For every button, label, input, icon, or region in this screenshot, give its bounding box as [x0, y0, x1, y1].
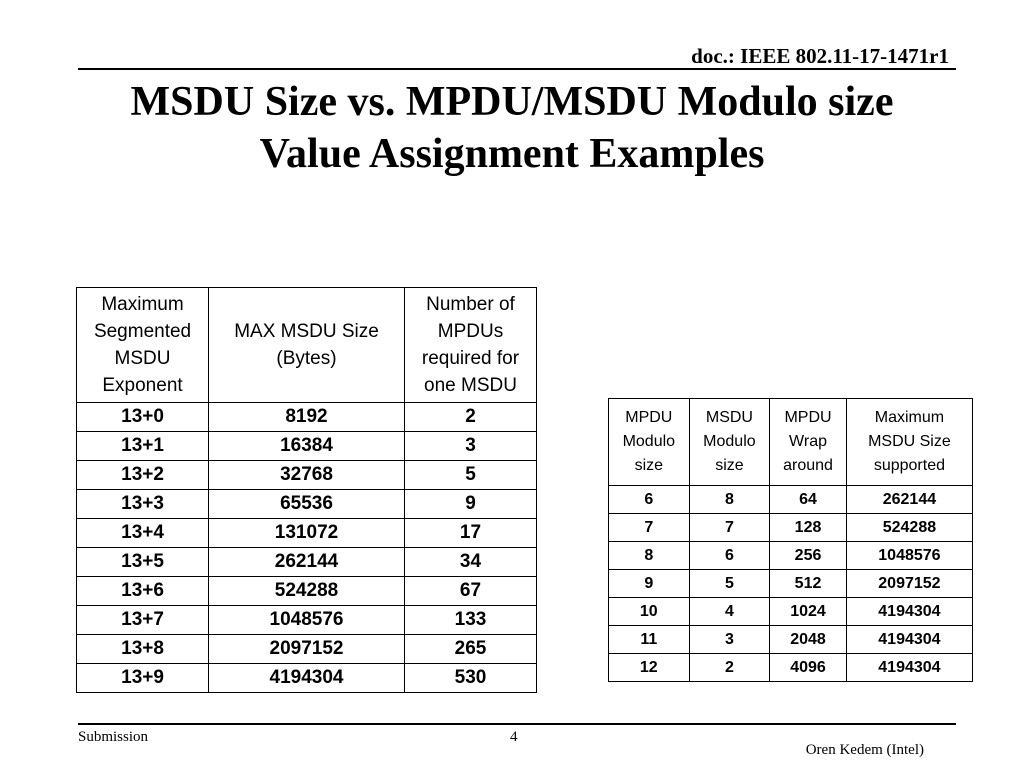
table-cell: 530	[404, 664, 536, 693]
footer-author: Oren Kedem (Intel)	[805, 742, 924, 758]
table-cell: 3	[689, 626, 770, 654]
exponent-table-header	[77, 288, 537, 403]
table-cell: 262144	[846, 486, 972, 514]
header-rule	[78, 68, 956, 70]
table-cell: 524288	[846, 514, 972, 542]
table-cell: 13+1	[77, 432, 209, 461]
table-cell: 1048576	[846, 542, 972, 570]
header-line: size	[715, 457, 744, 474]
column-header	[209, 288, 405, 403]
header-line: MSDU	[114, 348, 171, 369]
header-line: Maximum	[101, 294, 184, 315]
title-line-1: MSDU Size vs. MPDU/MSDU Modulo size	[130, 79, 894, 125]
header-line: Maximum	[874, 409, 945, 426]
column-header	[689, 399, 770, 486]
header-line: Wrap	[789, 433, 827, 450]
table-cell: 262144	[209, 548, 405, 577]
table-cell: 512	[770, 570, 847, 598]
table-cell: 12	[609, 654, 690, 682]
header-line: (Bytes)	[276, 348, 337, 369]
table-row	[609, 514, 973, 542]
column-header	[846, 399, 972, 486]
table-cell: 13+4	[77, 519, 209, 548]
table-cell: 2097152	[846, 570, 972, 598]
table-row	[609, 570, 973, 598]
column-header	[77, 288, 209, 403]
header-line: MPDU	[784, 409, 832, 426]
table-cell: 1048576	[209, 606, 405, 635]
table-cell: 5	[404, 461, 536, 490]
table-row	[77, 635, 537, 664]
column-header	[770, 399, 847, 486]
table-cell: 2	[689, 654, 770, 682]
header-line: Modulo	[703, 433, 756, 450]
table-cell: 9	[609, 570, 690, 598]
page-title	[60, 76, 964, 180]
table-cell: 32768	[209, 461, 405, 490]
header-line: around	[783, 457, 833, 474]
table-cell: 2097152	[209, 635, 405, 664]
table-row	[609, 486, 973, 514]
table-row	[77, 519, 537, 548]
table-row	[77, 490, 537, 519]
table-row	[77, 403, 537, 432]
modulo-table-body	[609, 486, 973, 682]
table-cell: 4194304	[846, 598, 972, 626]
table-cell: 128	[770, 514, 847, 542]
table-row	[77, 461, 537, 490]
table-cell: 3	[404, 432, 536, 461]
header-line: MPDUs	[437, 321, 504, 342]
table-row	[77, 664, 537, 693]
header-line: MAX MSDU Size	[234, 321, 379, 342]
table-cell: 8	[609, 542, 690, 570]
table-cell: 265	[404, 635, 536, 664]
table-cell: 10	[609, 598, 690, 626]
table-cell: 17	[404, 519, 536, 548]
footer-submission: Submission	[78, 729, 149, 745]
header-line: Segmented	[93, 321, 192, 342]
table-cell: 13+9	[77, 664, 209, 693]
exponent-table	[76, 287, 537, 693]
header-line: Number of	[426, 294, 515, 315]
table-cell: 13+5	[77, 548, 209, 577]
title-line-2: Value Assignment Examples	[259, 131, 765, 177]
page-number: 4	[510, 729, 518, 745]
table-row	[609, 542, 973, 570]
table-cell: 1024	[770, 598, 847, 626]
doc-id: doc.: IEEE 802.11-17-1471r1	[691, 44, 949, 68]
table-cell: 4	[689, 598, 770, 626]
header-line: MPDU	[625, 409, 673, 426]
table-cell: 7	[689, 514, 770, 542]
modulo-table	[608, 398, 973, 682]
table-cell: 2048	[770, 626, 847, 654]
table-cell: 524288	[209, 577, 405, 606]
table-cell: 34	[404, 548, 536, 577]
table-cell: 67	[404, 577, 536, 606]
table-cell: 7	[609, 514, 690, 542]
header-line: supported	[873, 457, 945, 474]
table-row	[77, 577, 537, 606]
header-line: MSDU	[705, 409, 753, 426]
table-cell: 9	[404, 490, 536, 519]
header-line: Exponent	[102, 375, 183, 396]
table-cell: 16384	[209, 432, 405, 461]
table-cell: 5	[689, 570, 770, 598]
table-cell: 11	[609, 626, 690, 654]
table-cell: 8	[689, 486, 770, 514]
header-line: required for	[421, 348, 520, 369]
table-cell: 6	[609, 486, 690, 514]
table-cell: 13+2	[77, 461, 209, 490]
table-cell: 65536	[209, 490, 405, 519]
table-cell: 2	[404, 403, 536, 432]
header-line: size	[634, 457, 664, 474]
table-row	[609, 626, 973, 654]
table-row	[77, 548, 537, 577]
column-header	[609, 399, 690, 486]
table-cell: 256	[770, 542, 847, 570]
footer-rule	[78, 723, 956, 725]
modulo-table-header	[609, 399, 973, 486]
table-cell: 13+0	[77, 403, 209, 432]
table-cell: 4194304	[846, 626, 972, 654]
header-line: MSDU Size	[868, 433, 951, 450]
header-line: Modulo	[622, 433, 676, 450]
table-cell: 131072	[209, 519, 405, 548]
header-line: one MSDU	[424, 375, 517, 396]
table-row	[609, 598, 973, 626]
exponent-table-body	[77, 403, 537, 693]
column-header	[404, 288, 536, 403]
table-cell: 13+7	[77, 606, 209, 635]
table-cell: 4194304	[846, 654, 972, 682]
table-cell: 8192	[209, 403, 405, 432]
table-cell: 133	[404, 606, 536, 635]
table-cell: 4096	[770, 654, 847, 682]
table-row	[77, 432, 537, 461]
table-row	[77, 606, 537, 635]
table-cell: 13+3	[77, 490, 209, 519]
table-cell: 13+6	[77, 577, 209, 606]
table-cell: 64	[770, 486, 847, 514]
table-cell: 6	[689, 542, 770, 570]
table-cell: 13+8	[77, 635, 209, 664]
table-row	[609, 654, 973, 682]
table-cell: 4194304	[209, 664, 405, 693]
